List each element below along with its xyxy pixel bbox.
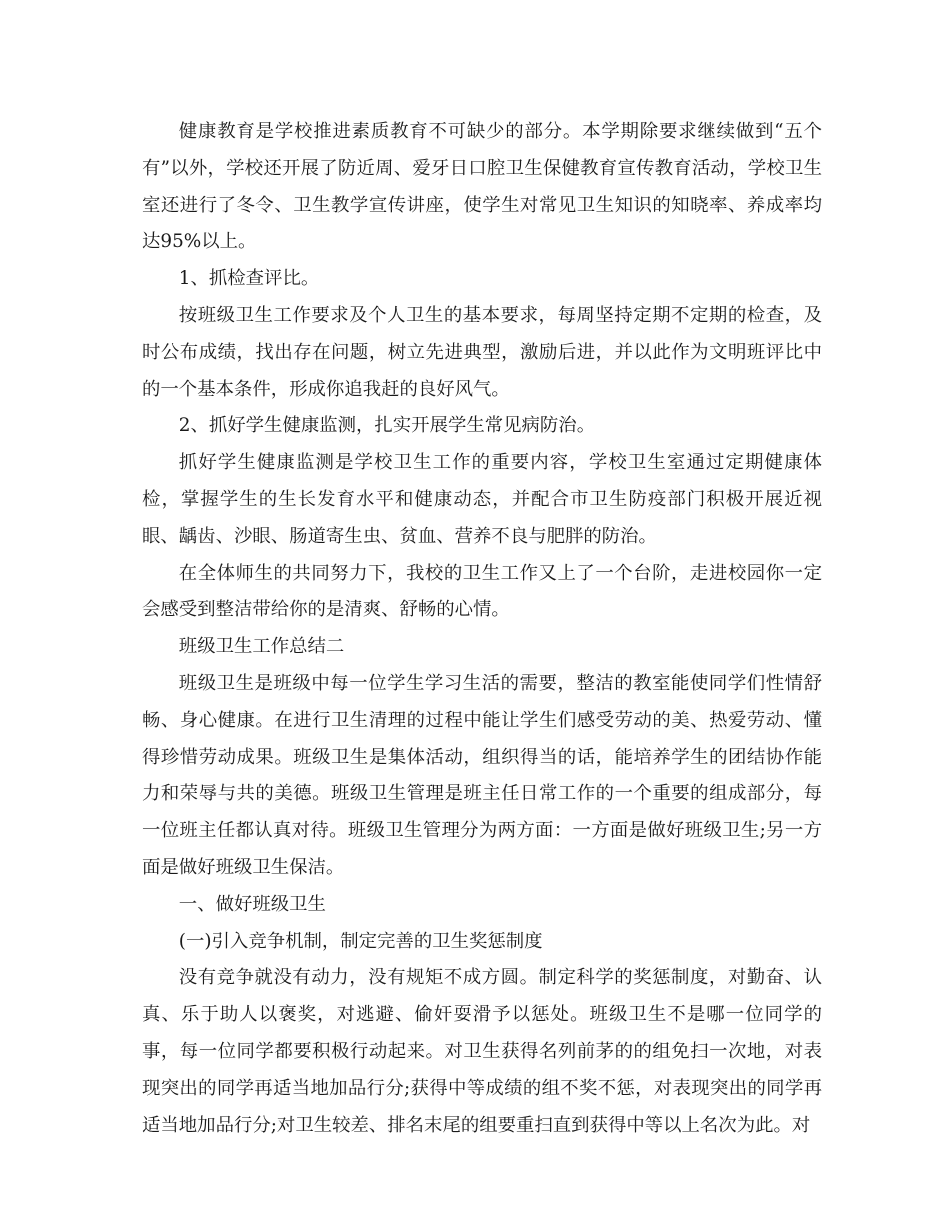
document-page (142, 114, 822, 1144)
heading-health-monitoring: 2、抓好学生健康监测，扎实开展学生常见病防治。 (178, 415, 596, 437)
heading-inspection-evaluation: 1、抓检查评比。 (178, 268, 320, 290)
paragraph-inspection: 按班级卫生工作要求及个人卫生的基本要求，每周坚持定期不定期的检查，及时公布成绩，找出存在问题，树立先进典型，激励后进，并以此作为文明班评比中的一个基本条件，形成你追我赶的良好风气。 (142, 304, 822, 400)
heading-competition-mechanism: (一)引入竞争机制，制定完善的卫生奖惩制度 (178, 930, 543, 952)
section-title-summary-two: 班级卫生工作总结二 (178, 636, 345, 658)
paragraph-class-hygiene: 班级卫生是班级中每一位学生学习生活的需要，整洁的教室能使同学们性情舒畅、身心健康。在进行卫生清理的过程中能让学生们感受劳动的美、热爱劳动、懂得珍惜劳动成果。班级卫生是集体活动，组织得当的话，能培养学生的团结协作能力和荣辱与共的美德。班级卫生管理是班主任日常工作的一个重要的组成部分，每一位班主任都认真对待。班级卫生管理分为两方面：一方面是做好班级卫生;另一方面是做好班级卫生保洁。 (142, 672, 822, 878)
paragraph-competition: 没有竞争就没有动力，没有规矩不成方圆。制定科学的奖惩制度，对勤奋、认真、乐于助人以褒奖，对逃避、偷奸耍滑予以惩处。班级卫生不是哪一位同学的事，每一位同学都要积极行动起来。对卫生获得名列前茅的的组免扫一次地，对表现突出的同学再适当地加品行分;获得中等成绩的组不奖不惩，对表现突出的同学再适当地加品行分;对卫生较差、排名末尾的组要重扫直到获得中等以上名次为此。对 (142, 967, 822, 1136)
heading-do-class-hygiene: 一、做好班级卫生 (178, 893, 326, 915)
paragraph-conclusion: 在全体师生的共同努力下，我校的卫生工作又上了一个台阶，走进校园你一定会感受到整洁带给你的是清爽、舒畅的心情。 (142, 562, 822, 621)
paragraph-health-monitoring: 抓好学生健康监测是学校卫生工作的重要内容，学校卫生室通过定期健康体检，掌握学生的生长发育水平和健康动态，并配合市卫生防疫部门积极开展近视眼、龋齿、沙眼、肠道寄生虫、贫血、营养不良与肥胖的防治。 (142, 452, 822, 547)
paragraph-health-education: 健康教育是学校推进素质教育不可缺少的部分。本学期除要求继续做到“五个有”以外，学校还开展了防近周、爱牙日口腔卫生保健教育宣传教育活动，学校卫生室还进行了冬令、卫生教学宣传讲座，使学生对常见卫生知识的知晓率、养成率均达95%以上。 (142, 121, 822, 253)
